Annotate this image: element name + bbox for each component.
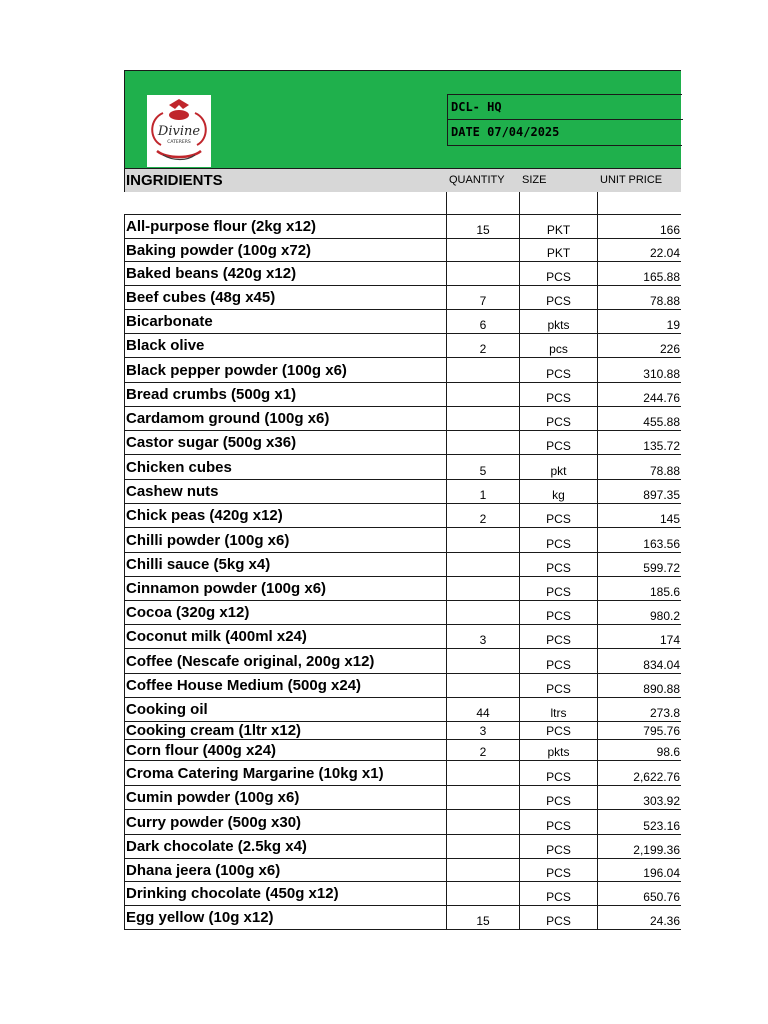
item-unit-price: 98.6 — [656, 745, 680, 759]
item-quantity: 1 — [447, 480, 520, 503]
item-size: PCS — [520, 577, 598, 600]
item-name: Castor sugar (500g x36) — [124, 431, 447, 454]
table-row — [124, 810, 681, 835]
item-unit-price: 22.04 — [649, 246, 680, 260]
item-quantity — [447, 835, 520, 858]
item-name: Baking powder (100g x72) — [124, 239, 447, 261]
item-unit-price: 455.88 — [643, 415, 680, 429]
item-name: Beef cubes (48g x45) — [124, 286, 447, 309]
item-unit-price: 226 — [659, 342, 680, 356]
item-unit-price: 135.72 — [643, 439, 680, 453]
column-header-size: SIZE — [522, 174, 547, 186]
item-size: PCS — [520, 761, 598, 785]
item-unit-price: 890.88 — [643, 682, 680, 696]
item-quantity: 15 — [447, 215, 520, 238]
item-name: Curry powder (500g x30) — [124, 810, 447, 834]
item-unit-price: 163.56 — [643, 537, 680, 551]
item-unit-price: 185.6 — [649, 585, 680, 599]
item-name: Coffee House Medium (500g x24) — [124, 674, 447, 697]
table-row — [124, 722, 681, 740]
item-size: PCS — [520, 504, 598, 527]
item-name: Bicarbonate — [124, 310, 447, 333]
item-size: PCS — [520, 553, 598, 576]
item-name: Cashew nuts — [124, 480, 447, 503]
item-quantity — [447, 786, 520, 809]
table-row — [124, 906, 681, 930]
item-unit-price: 599.72 — [643, 561, 680, 575]
item-quantity: 2 — [447, 740, 520, 760]
item-name: Chicken cubes — [124, 455, 447, 479]
item-size: PCS — [520, 722, 598, 739]
item-unit-price: 174 — [659, 633, 680, 647]
item-size: PCS — [520, 286, 598, 309]
column-header-ingredients: INGRIDIENTS — [126, 172, 223, 189]
table-row — [124, 859, 681, 882]
table-row — [124, 215, 681, 239]
table-row — [124, 358, 681, 383]
item-name: Baked beans (420g x12) — [124, 262, 447, 285]
blank-spacer-row — [124, 192, 681, 215]
item-quantity — [447, 239, 520, 261]
item-quantity — [447, 859, 520, 881]
item-name: Cardamom ground (100g x6) — [124, 407, 447, 430]
item-size: pkt — [520, 455, 598, 479]
item-name: Black olive — [124, 334, 447, 357]
item-size: PCS — [520, 859, 598, 881]
item-unit-price: 166 — [659, 223, 680, 237]
table-row — [124, 239, 681, 262]
item-unit-price: 19 — [666, 318, 680, 332]
item-quantity — [447, 674, 520, 697]
table-row — [124, 262, 681, 286]
item-unit-price: 165.88 — [643, 270, 680, 284]
item-quantity — [447, 761, 520, 785]
item-quantity — [447, 577, 520, 600]
table-row — [124, 674, 681, 698]
item-size: PCS — [520, 906, 598, 929]
item-name: Chilli powder (100g x6) — [124, 528, 447, 552]
item-size: PKT — [520, 239, 598, 261]
item-size: pkts — [520, 310, 598, 333]
company-logo — [147, 95, 211, 167]
item-name: Croma Catering Margarine (10kg x1) — [124, 761, 447, 785]
item-name: Dark chocolate (2.5kg x4) — [124, 835, 447, 858]
item-size: PCS — [520, 810, 598, 834]
table-row — [124, 649, 681, 674]
blank-cell — [124, 192, 447, 214]
item-name: Cooking cream (1ltr x12) — [124, 722, 447, 739]
item-unit-price: 303.92 — [643, 794, 680, 808]
item-quantity — [447, 358, 520, 382]
table-row — [124, 577, 681, 601]
item-unit-price: 78.88 — [649, 294, 680, 308]
column-header-quantity: QUANTITY — [449, 174, 505, 186]
item-size: PCS — [520, 649, 598, 673]
item-quantity — [447, 407, 520, 430]
blank-cell — [598, 192, 681, 214]
item-size: PCS — [520, 431, 598, 454]
item-unit-price: 145 — [659, 512, 680, 526]
item-unit-price: 2,622.76 — [633, 770, 680, 784]
item-quantity: 5 — [447, 455, 520, 479]
item-size: PCS — [520, 262, 598, 285]
item-size: PCS — [520, 358, 598, 382]
item-quantity: 15 — [447, 906, 520, 929]
table-row — [124, 835, 681, 859]
table-row — [124, 698, 681, 722]
item-unit-price: 980.2 — [649, 609, 680, 623]
item-quantity: 3 — [447, 722, 520, 739]
item-name: Cocoa (320g x12) — [124, 601, 447, 624]
table-row — [124, 882, 681, 906]
table-row — [124, 740, 681, 761]
table-row — [124, 504, 681, 528]
item-size: PCS — [520, 601, 598, 624]
item-name: Black pepper powder (100g x6) — [124, 358, 447, 382]
item-unit-price: 523.16 — [643, 819, 680, 833]
item-size: PCS — [520, 407, 598, 430]
item-quantity: 3 — [447, 625, 520, 648]
item-size: PCS — [520, 383, 598, 406]
table-row — [124, 455, 681, 480]
item-quantity: 6 — [447, 310, 520, 333]
item-unit-price: 273.8 — [649, 706, 680, 720]
table-row — [124, 286, 681, 310]
table-row — [124, 601, 681, 625]
item-unit-price: 834.04 — [643, 658, 680, 672]
item-name: Cumin powder (100g x6) — [124, 786, 447, 809]
date-label: DATE 07/04/2025 — [451, 125, 560, 139]
blank-cell — [447, 192, 520, 214]
item-name: Dhana jeera (100g x6) — [124, 859, 447, 881]
item-name: Cooking oil — [124, 698, 447, 721]
item-quantity — [447, 649, 520, 673]
item-quantity: 7 — [447, 286, 520, 309]
table-row — [124, 431, 681, 455]
item-name: Cinnamon powder (100g x6) — [124, 577, 447, 600]
svg-text:Divine: Divine — [157, 124, 201, 139]
table-row — [124, 480, 681, 504]
item-quantity — [447, 431, 520, 454]
item-name: Drinking chocolate (450g x12) — [124, 882, 447, 905]
item-unit-price: 310.88 — [643, 367, 680, 381]
item-unit-price: 24.36 — [649, 914, 680, 928]
item-unit-price: 78.88 — [649, 464, 680, 478]
item-quantity — [447, 383, 520, 406]
item-quantity: 44 — [447, 698, 520, 721]
table-row — [124, 786, 681, 810]
item-unit-price: 650.76 — [643, 890, 680, 904]
item-unit-price: 897.35 — [643, 488, 680, 502]
item-quantity: 2 — [447, 334, 520, 357]
item-size: PKT — [520, 215, 598, 238]
item-name: Corn flour (400g x24) — [124, 740, 447, 760]
item-name: Chick peas (420g x12) — [124, 504, 447, 527]
table-row — [124, 383, 681, 407]
item-size: kg — [520, 480, 598, 503]
item-quantity — [447, 262, 520, 285]
column-header-unit-price: UNIT PRICE — [600, 174, 663, 186]
item-size: PCS — [520, 786, 598, 809]
item-unit-price: 795.76 — [643, 724, 680, 738]
ingredients-table — [124, 192, 681, 930]
item-quantity — [447, 528, 520, 552]
table-row — [124, 553, 681, 577]
svg-text:CATERERS: CATERERS — [167, 140, 191, 145]
item-size: pkts — [520, 740, 598, 760]
header-band — [124, 70, 681, 169]
table-row — [124, 528, 681, 553]
item-name: Coconut milk (400ml x24) — [124, 625, 447, 648]
location-label: DCL- HQ — [448, 95, 683, 120]
table-row — [124, 761, 681, 786]
item-quantity — [447, 810, 520, 834]
header-info-box — [447, 94, 682, 146]
table-row — [124, 310, 681, 334]
item-unit-price: 196.04 — [643, 866, 680, 880]
table-row — [124, 334, 681, 358]
item-size: PCS — [520, 835, 598, 858]
item-size: PCS — [520, 625, 598, 648]
item-size: PCS — [520, 674, 598, 697]
item-size: PCS — [520, 882, 598, 905]
item-size: PCS — [520, 528, 598, 552]
item-unit-price: 244.76 — [643, 391, 680, 405]
item-name: Bread crumbs (500g x1) — [124, 383, 447, 406]
table-row — [124, 625, 681, 649]
item-quantity: 2 — [447, 504, 520, 527]
item-name: Chilli sauce (5kg x4) — [124, 553, 447, 576]
item-size: pcs — [520, 334, 598, 357]
column-header-row — [124, 169, 681, 192]
item-unit-price: 2,199.36 — [633, 843, 680, 857]
item-name: Egg yellow (10g x12) — [124, 906, 447, 929]
item-quantity — [447, 882, 520, 905]
item-quantity — [447, 601, 520, 624]
blank-cell — [520, 192, 598, 214]
item-name: All-purpose flour (2kg x12) — [124, 215, 447, 238]
table-row — [124, 407, 681, 431]
item-size: ltrs — [520, 698, 598, 721]
item-name: Coffee (Nescafe original, 200g x12) — [124, 649, 447, 673]
item-quantity — [447, 553, 520, 576]
